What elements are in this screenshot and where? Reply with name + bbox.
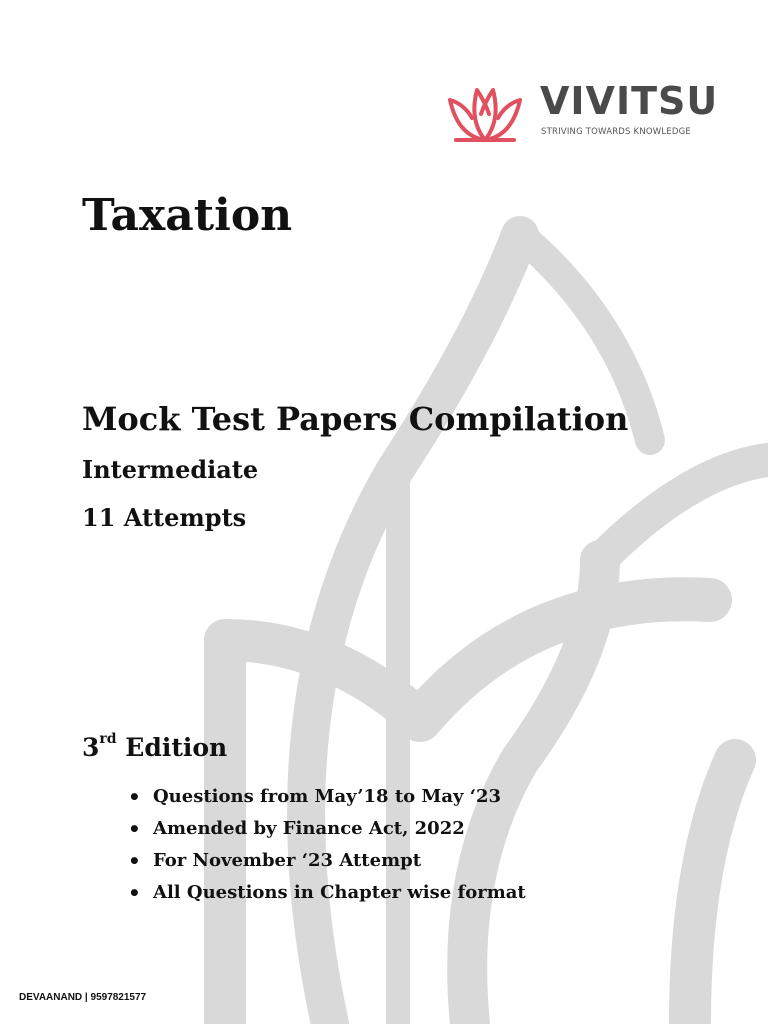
feature-item: • For November ‘23 Attempt (128, 845, 526, 877)
course-level: Intermediate (82, 455, 259, 484)
logo-name: VIVITSU (540, 79, 719, 123)
edition-suffix: rd (99, 731, 117, 747)
edition-number: 3 (82, 733, 100, 762)
feature-item: • Amended by Finance Act, 2022 (128, 813, 526, 845)
book-title: Taxation (82, 190, 293, 241)
footer-credit: DEVAANAND | 9597821577 (19, 992, 147, 1003)
feature-item: • Questions from May’18 to May ‘23 (128, 781, 526, 813)
book-subtitle: Mock Test Papers Compilation (82, 400, 629, 438)
edition-heading (82, 731, 228, 762)
logo-tagline: STRIVING TOWARDS KNOWLEDGE (541, 127, 691, 137)
vivitsu-logo (444, 79, 719, 146)
features-list (128, 781, 526, 909)
lotus-logo-icon (444, 80, 526, 144)
edition-label: Edition (125, 733, 228, 762)
attempts-count: 11 Attempts (82, 503, 247, 532)
feature-item: • All Questions in Chapter wise format (128, 877, 526, 909)
